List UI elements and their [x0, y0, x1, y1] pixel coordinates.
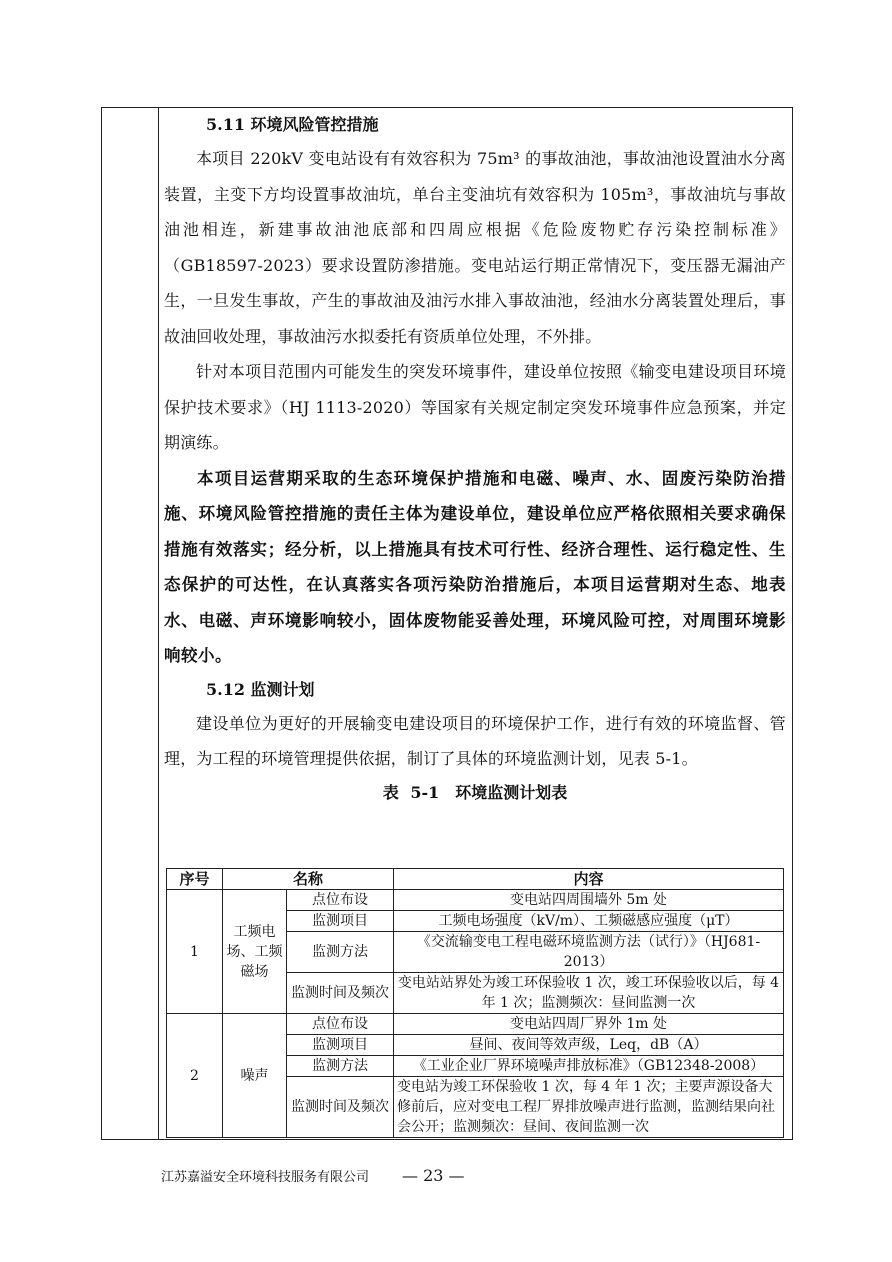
paragraph: 本项目 220kV 变电站设有有效容积为 75m³ 的事故油池，事故油池设置油水分离装置，主变下方均设置事故油坑，单台主变油坑有效容积为 105m³，事故油坑与事故油池相连，新建事故油池底部和四周应根据《危险废物贮存污染控制标准》（GB18597-2023）要求设置防渗措施。变电站运行期正常情况下，变压器无漏油产生，一旦发生事故，产生的事故油及油污水排入事故油池，经油水分离装置处理后，事故油回收处理，事故油污水拟委托有资质单位处理，不外排。	[164, 149, 786, 346]
table-row	[167, 890, 784, 911]
paragraph: 针对本项目范围内可能发生的突发环境事件，建设单位按照《输变电建设项目环境保护技术要求》（HJ 1113-2020）等国家有关规定制定突发环境事件应急预案，并定期演练。	[164, 362, 786, 452]
row-content: 《交流输变电工程电磁环境监测方法（试行）》（HJ681-2013）	[394, 932, 784, 973]
row-content: 昼间、夜间等效声级，Leq，dB（A）	[394, 1035, 784, 1056]
row-item: 监测时间及频次	[287, 1077, 394, 1138]
table-caption: 表 5-1 环境监测计划表	[382, 782, 568, 802]
row-item: 监测方法	[287, 932, 394, 973]
monitoring-plan-table	[166, 868, 784, 1138]
page-content	[164, 107, 786, 805]
header-name: 名称	[223, 869, 394, 890]
header-content: 内容	[394, 869, 784, 890]
row-item: 监测方法	[287, 1056, 394, 1077]
row-content: 变电站为竣工环保验收 1 次，每 4 年 1 次；主要声源设备大修前后，应对变电工程厂界排放噪声进行监测，监测结果向社会公开；监测频次：昼间、夜间监测一次	[394, 1077, 784, 1138]
row-name: 噪声	[223, 1014, 287, 1138]
page-number: — 23 —	[402, 1166, 465, 1185]
row-content: 工频电场强度（kV/m）、工频磁感应强度（μT）	[394, 911, 784, 932]
section-heading-5-12: 5.12 监测计划	[206, 679, 315, 699]
row-item: 监测时间及频次	[287, 973, 394, 1014]
row-content: 《工业企业厂界环境噪声排放标准》（GB12348-2008）	[394, 1056, 784, 1077]
frame-divider	[158, 107, 159, 1140]
table-row	[167, 1014, 784, 1035]
row-item: 点位布设	[287, 890, 394, 911]
row-content: 变电站四周围墙外 5m 处	[394, 890, 784, 911]
table-header-row	[167, 869, 784, 890]
row-item: 监测项目	[287, 911, 394, 932]
row-content: 变电站站界处为竣工环保验收 1 次，竣工环保验收以后，每 4 年 1 次；监测频次：昼间监测一次	[394, 973, 784, 1014]
row-item: 点位布设	[287, 1014, 394, 1035]
paragraph: 建设单位为更好的开展输变电建设项目的环境保护工作，进行有效的环境监督、管理，为工程的环境管理提供依据，制订了具体的环境监测计划，见表 5-1。	[164, 713, 786, 768]
header-no: 序号	[167, 869, 223, 890]
row-name: 工频电场、工频磁场	[223, 890, 287, 1014]
bold-paragraph: 本项目运营期采取的生态环境保护措施和电磁、噪声、水、固废污染防治措施、环境风险管控措施的责任主体为建设单位，建设单位应严格依照相关要求确保措施有效落实；经分析，以上措施具有技术可行性、经济合理性、运行稳定性、生态保护的可达性，在认真落实各项污染防治措施后，本项目运营期对生态、地表水、电磁、声环境影响较小，固体废物能妥善处理，环境风险可控，对周围环境影响较小。	[164, 468, 786, 665]
row-item: 监测项目	[287, 1035, 394, 1056]
row-no: 2	[167, 1014, 223, 1138]
section-heading-5-11: 5.11 环境风险管控措施	[206, 115, 379, 134]
row-no: 1	[167, 890, 223, 1014]
row-content: 变电站四周厂界外 1m 处	[394, 1014, 784, 1035]
footer-company: 江苏嘉溢安全环境科技服务有限公司	[161, 1170, 370, 1185]
